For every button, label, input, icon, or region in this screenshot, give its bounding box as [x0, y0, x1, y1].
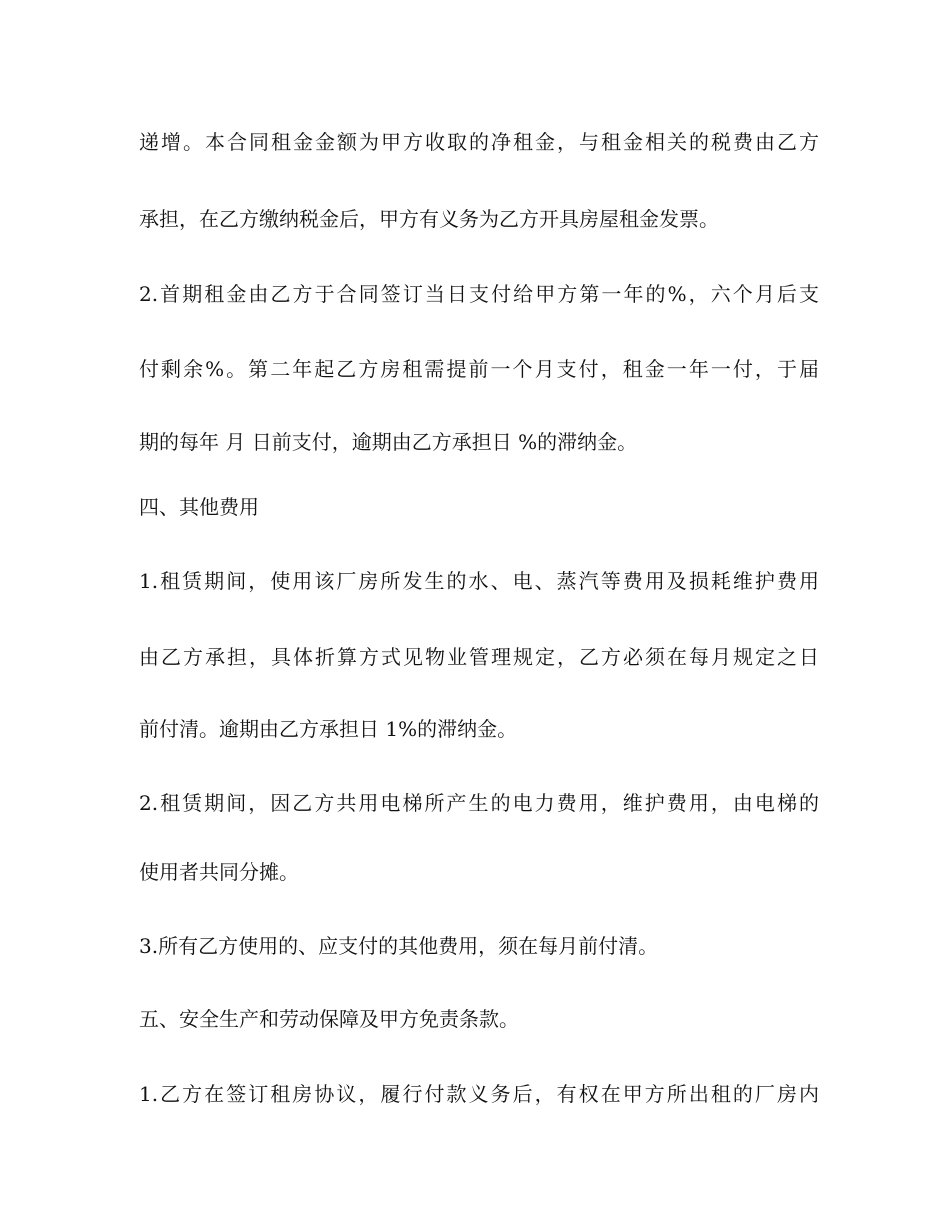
paragraph-line: 承担，在乙方缴纳税金后，甲方有义务为乙方开具房屋租金发票。: [139, 207, 719, 231]
section-heading: 五、安全生产和劳动保障及甲方免责条款。: [139, 1007, 519, 1031]
section-heading: 四、其他费用: [139, 495, 259, 519]
paragraph-line: 前付清。逾期由乙方承担日 1%的滞纳金。: [139, 717, 518, 741]
paragraph-line: 由乙方承担，具体折算方式见物业管理规定，乙方必须在每月规定之日: [139, 645, 819, 669]
paragraph-line: 使用者共同分摊。: [139, 860, 299, 884]
paragraph-line: 1.租赁期间，使用该厂房所发生的水、电、蒸汽等费用及损耗维护费用: [139, 569, 819, 593]
paragraph-line: 1.乙方在签订租房协议，履行付款义务后，有权在甲方所出租的厂房内: [139, 1082, 819, 1106]
paragraph-line: 2.租赁期间，因乙方共用电梯所产生的电力费用，维护费用，由电梯的: [139, 791, 819, 815]
paragraph-line: 3.所有乙方使用的、应支付的其他费用，须在每月前付清。: [139, 934, 659, 958]
paragraph-line: 付剩余%。第二年起乙方房租需提前一个月支付，租金一年一付，于届: [139, 357, 819, 381]
paragraph-line: 2.首期租金由乙方于合同签订当日支付给甲方第一年的%，六个月后支: [139, 282, 819, 306]
paragraph-line: 递增。本合同租金金额为甲方收取的净租金，与租金相关的税费由乙方: [139, 130, 819, 154]
paragraph-line: 期的每年 月 日前支付，逾期由乙方承担日 %的滞纳金。: [139, 430, 638, 454]
